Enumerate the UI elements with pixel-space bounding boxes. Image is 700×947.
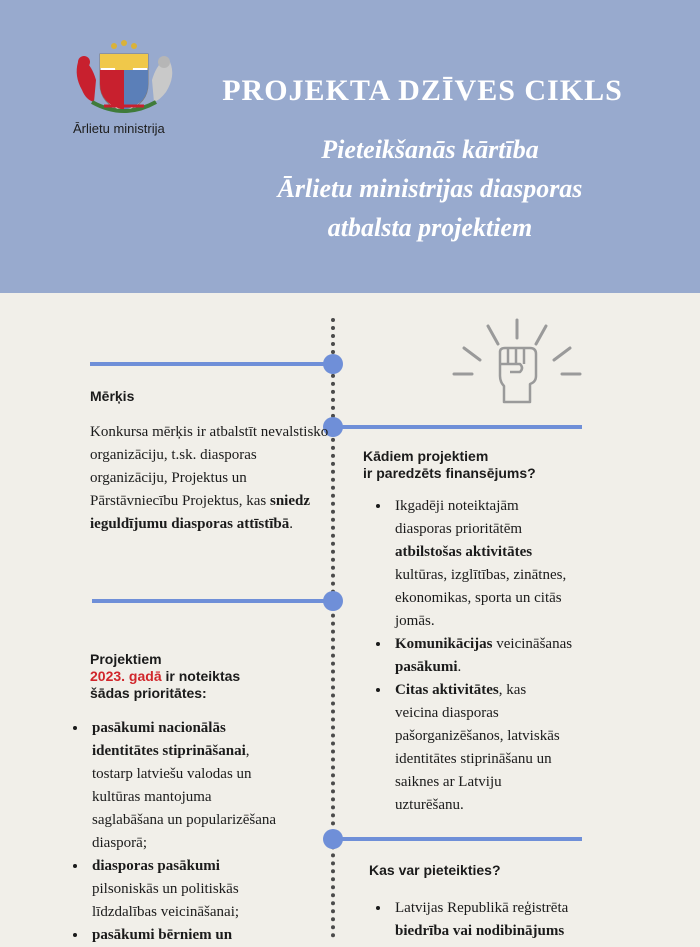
subtitle-line: atbalsta projektiem [327, 213, 533, 242]
page-title: PROJEKTA DZĪVES CIKLS [222, 74, 623, 107]
timeline-node [323, 829, 343, 849]
priority-rest: pilsoniskās un politiskās līdzdalības veicināšanai; [92, 881, 240, 920]
priorities-heading [90, 651, 335, 702]
funding-text: . [457, 659, 462, 675]
timeline-connector [90, 362, 332, 366]
list-item [391, 679, 573, 817]
funding-text: veicināšanas [492, 636, 573, 652]
list-item [391, 633, 573, 679]
timeline-connector [332, 837, 582, 841]
priorities-heading-line [90, 668, 335, 685]
priorities-list [70, 717, 285, 947]
priorities-section [90, 651, 335, 702]
subtitle-line: Ārlietu ministrijas diasporas [277, 174, 583, 203]
funding-bold: atbilstošas aktivitātes [395, 544, 533, 560]
ministry-name: Ārlietu ministrija [73, 121, 165, 136]
funding-text: Ikgadēji noteiktajām diasporas prioritātēm [395, 498, 523, 537]
list-item [391, 897, 613, 943]
funding-heading-line: ir paredzēts finansējums? [363, 465, 536, 481]
who-section [369, 862, 609, 879]
list-item [88, 855, 285, 924]
priorities-heading-line: Projektiem [90, 651, 162, 667]
funding-heading [363, 448, 603, 482]
who-text: Latvijas Republikā reģistrēta [395, 900, 569, 916]
list-item [88, 924, 285, 947]
who-heading: Kas var pieteikties? [369, 862, 501, 878]
priority-bold: diasporas pasākumi [92, 858, 220, 874]
funding-text: , kas veicina diasporas pašorganizēšanos, latviskās identitātes stiprināšanu un saiknes ar Latviju uzturēšanu. [395, 682, 560, 813]
goal-text-end: . [289, 516, 293, 532]
funding-text: kultūras, izglītības, zinātnes, ekonomikas, sporta un citās jomās. [395, 567, 567, 629]
list-item [391, 495, 573, 633]
goal-text [90, 421, 330, 536]
timeline-node [323, 591, 343, 611]
funding-section [363, 448, 603, 482]
priorities-year: 2023. gadā [90, 668, 162, 684]
priorities-heading-mid: ir noteiktas [165, 668, 241, 684]
raised-fist-icon [450, 318, 585, 413]
funding-list [373, 495, 573, 817]
funding-bold: Citas aktivitātes [395, 682, 499, 698]
priority-bold: pasākumi nacionālās identitātes stiprināšanai [92, 720, 246, 759]
funding-bold: pasākumi [395, 659, 458, 675]
subtitle-line: Pieteikšanās kārtība [321, 135, 539, 164]
goal-heading: Mērķis [90, 388, 135, 404]
timeline-node [323, 354, 343, 374]
goal-text-bold: sniedz ieguldījumu diasporas attīstībā [90, 493, 310, 532]
goal-section [90, 388, 330, 536]
timeline-connector [92, 599, 332, 603]
page-subtitle [220, 130, 640, 247]
priority-bold: pasākumi bērniem un [92, 927, 233, 943]
coat-of-arms-logo [70, 40, 178, 120]
priorities-heading-line: šādas prioritātes: [90, 685, 207, 701]
header-banner [0, 0, 700, 293]
who-bold: biedrība vai nodibinājums [395, 923, 565, 939]
priority-rest: , tostarp latviešu valodas un kultūras mantojuma saglabāšana un popularizēšana diasporā; [92, 743, 277, 851]
timeline-connector [332, 425, 582, 429]
goal-text-plain: Konkursa mērķis ir atbalstīt nevalstisko organizāciju, t.sk. diasporas organizāciju, Projektus un Pārstāvniecību Projektus, kas [90, 424, 329, 509]
funding-heading-line: Kādiem projektiem [363, 448, 489, 464]
funding-bold: Komunikācijas [395, 636, 493, 652]
who-list [373, 897, 613, 943]
list-item [88, 717, 285, 855]
